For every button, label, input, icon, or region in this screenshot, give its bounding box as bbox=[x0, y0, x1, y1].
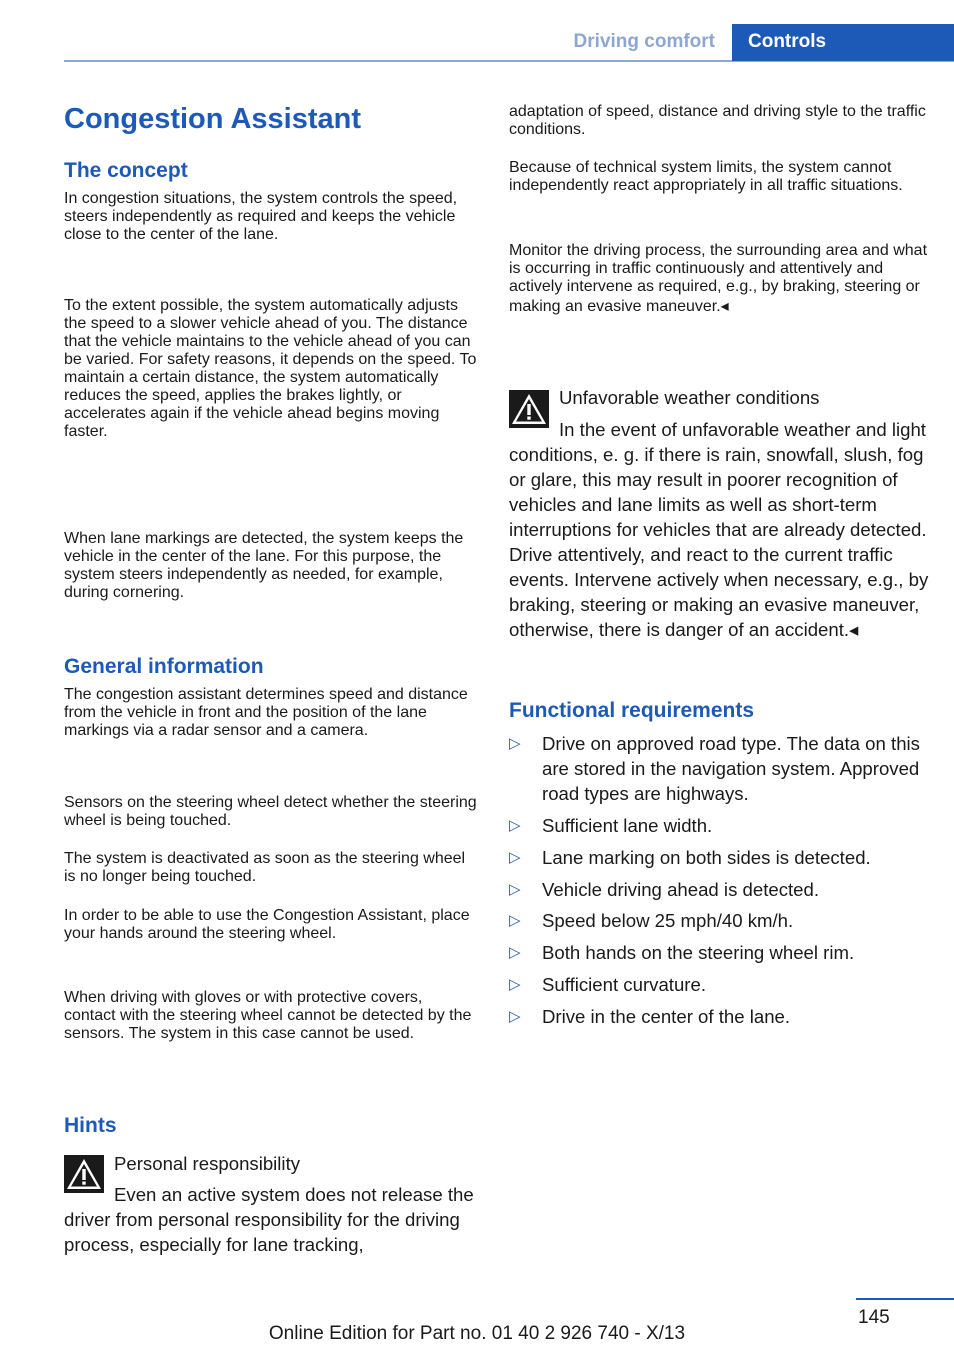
heading-functional-requirements: Functional requirements bbox=[509, 699, 755, 722]
general-paragraph-4: In order to be able to use the Congestion Assistant, place your hands around the steering wheel. bbox=[64, 907, 470, 942]
requirement-text: Vehicle driving ahead is detected. bbox=[542, 879, 820, 900]
general-paragraph-2: Sensors on the steering wheel detect whether the steering wheel is being touched. bbox=[64, 794, 477, 829]
requirement-text: Sufficient lane width. bbox=[542, 815, 713, 836]
bullet-marker-icon: ▷ bbox=[509, 735, 521, 752]
page-title: Congestion Assistant bbox=[64, 103, 362, 135]
bullet-marker-icon: ▷ bbox=[509, 1008, 521, 1025]
weather-warning-title: Unfavorable weather conditions bbox=[559, 387, 820, 408]
requirement-text: Both hands on the steering wheel rim. bbox=[542, 942, 855, 963]
bullet-marker-icon: ▷ bbox=[509, 912, 521, 929]
right-paragraph-3: Monitor the driving process, the surrounding area and what is occurring in traffic continuously and attentively and actively intervene as required, e.g., by braking, steering or making an evasive maneuver.◂ bbox=[509, 242, 928, 315]
header-tab-controls bbox=[732, 24, 954, 61]
right-paragraph-2: Because of technical system limits, the system cannot independently react appropriately in all traffic situations. bbox=[509, 159, 903, 194]
heading-hints: Hints bbox=[64, 1114, 117, 1137]
bullet-marker-icon: ▷ bbox=[509, 817, 521, 834]
header-section-label: Driving comfort bbox=[573, 31, 715, 52]
page-number: 145 bbox=[858, 1307, 890, 1328]
right-paragraph-1: adaptation of speed, distance and driving style to the traffic conditions. bbox=[509, 103, 926, 138]
concept-paragraph-1: In congestion situations, the system controls the speed, steers independently as required and keeps the vehicle close to the center of the lane. bbox=[64, 190, 458, 243]
requirement-text: Drive on approved road type. The data on this are stored in the navigation system. Approved road types are highways. bbox=[542, 733, 920, 804]
page-number-rule bbox=[856, 1298, 954, 1300]
footer-edition: Online Edition for Part no. 01 40 2 926 740 - X/13 bbox=[268, 1323, 686, 1344]
general-paragraph-1: The congestion assistant determines speed and distance from the vehicle in front and the position of the lane markings via a radar sensor and a camera. bbox=[64, 686, 468, 739]
weather-warning-text: In the event of unfavorable weather and light conditions, e. g. if there is rain, snowfall, slush, fog or glare, this may result in poorer recognition of vehicles and lane limits as well as short-term interruptions for vehicles that are already detected. Drive attentively, and react to the current traffic events. Intervene actively when necessary, e.g., by braking, steering or making an evasive maneuver, otherwise, there is danger of an accident.◂ bbox=[509, 419, 929, 640]
concept-paragraph-2: To the extent possible, the system automatically adjusts the speed to a slower vehicle ahead of you. The distance that the vehicle maintains to the vehicle ahead of you can be varied. For safety reasons, it depends on the speed. To maintain a certain distance, the system automatically reduces the speed, applies the brakes lightly, or accelerates again if the vehicle ahead begins moving faster. bbox=[64, 297, 477, 440]
general-paragraph-3: The system is deactivated as soon as the steering wheel is no longer being touched. bbox=[64, 850, 466, 885]
requirement-text: Sufficient curvature. bbox=[542, 974, 706, 995]
concept-paragraph-3: When lane markings are detected, the system keeps the vehicle in the center of the lane. For this purpose, the system steers independently as needed, for example, during cornering. bbox=[64, 530, 464, 601]
personal-responsibility-title: Personal responsibility bbox=[114, 1153, 301, 1174]
header-tab-label: Controls bbox=[748, 31, 827, 52]
general-paragraph-5: When driving with gloves or with protective covers, contact with the steering wheel cannot be detected by the sensors. The system in this case cannot be used. bbox=[64, 989, 472, 1042]
bullet-marker-icon: ▷ bbox=[509, 944, 521, 961]
requirement-text: Speed below 25 mph/40 km/h. bbox=[542, 910, 794, 931]
requirement-text: Drive in the center of the lane. bbox=[542, 1006, 791, 1027]
requirement-text: Lane marking on both sides is detected. bbox=[542, 847, 871, 868]
heading-general-information: General information bbox=[64, 655, 264, 678]
bullet-marker-icon: ▷ bbox=[509, 881, 521, 898]
heading-concept: The concept bbox=[64, 159, 188, 182]
bullet-marker-icon: ▷ bbox=[509, 849, 521, 866]
personal-responsibility-text: Even an active system does not release the driver from personal responsibility for the driving process, especially for lane tracking, bbox=[64, 1184, 474, 1255]
bullet-marker-icon: ▷ bbox=[509, 976, 521, 993]
